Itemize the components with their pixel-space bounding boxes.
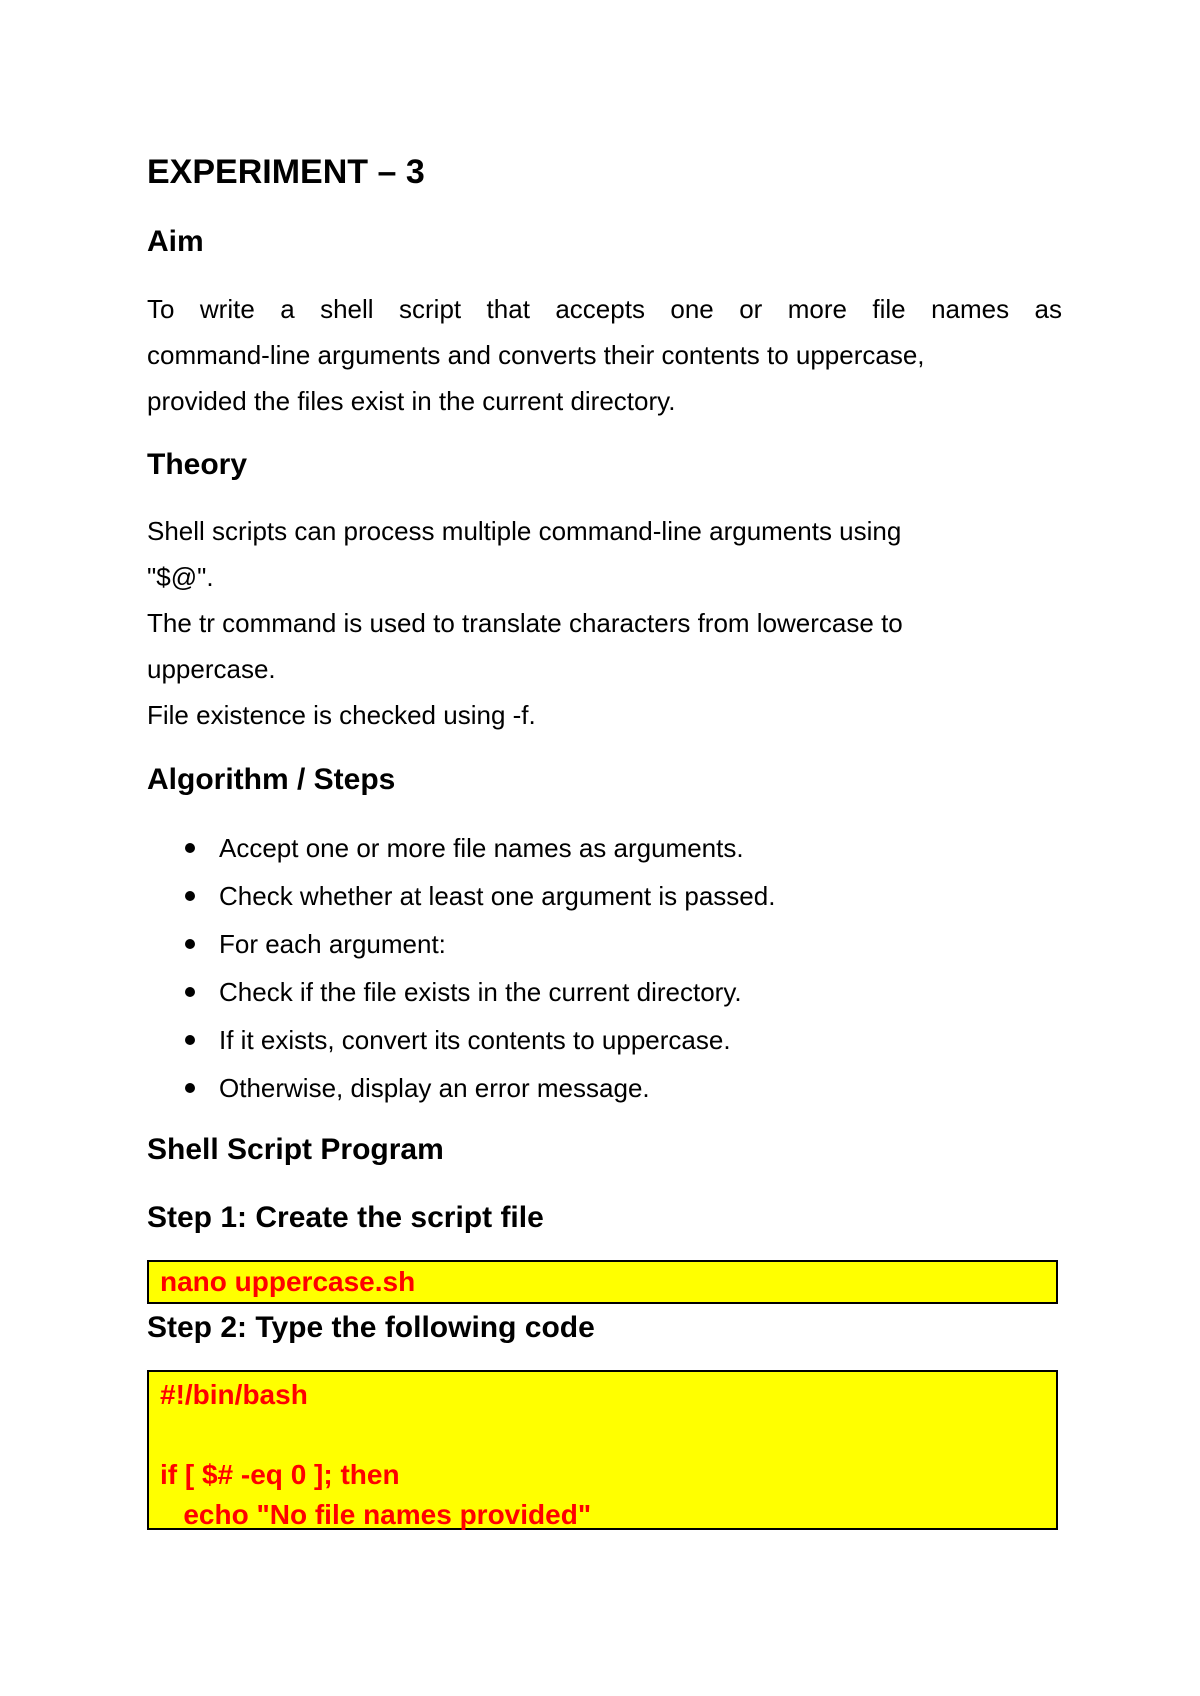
list-item-text: Check if the file exists in the current directory. bbox=[219, 977, 742, 1007]
aim-line: To write a shell script that accepts one or more file names as bbox=[147, 294, 1062, 324]
code-line: nano uppercase.sh bbox=[160, 1266, 416, 1297]
list-item-text: If it exists, convert its contents to uppercase. bbox=[219, 1025, 731, 1055]
aim-paragraph bbox=[147, 286, 1062, 424]
code-line: #!/bin/bash bbox=[160, 1379, 308, 1410]
aim-line: provided the files exist in the current directory. bbox=[147, 386, 676, 416]
aim-line: command-line arguments and converts their contents to uppercase, bbox=[147, 340, 925, 370]
bullet-icon bbox=[185, 843, 195, 853]
list-item-text: Accept one or more file names as arguments. bbox=[219, 833, 744, 863]
document-title: EXPERIMENT – 3 bbox=[147, 153, 425, 191]
code-line: if [ $# -eq 0 ]; then bbox=[160, 1459, 400, 1490]
list-item-text: For each argument: bbox=[219, 929, 446, 959]
theory-paragraph bbox=[147, 508, 1062, 738]
program-heading: Shell Script Program bbox=[147, 1133, 444, 1166]
bullet-icon bbox=[185, 1083, 195, 1093]
theory-line: The tr command is used to translate characters from lowercase to bbox=[147, 608, 903, 638]
theory-heading: Theory bbox=[147, 448, 248, 481]
aim-heading: Aim bbox=[147, 225, 204, 258]
algorithm-list bbox=[147, 824, 1062, 1112]
code-line: echo "No file names provided" bbox=[160, 1499, 592, 1530]
bullet-icon bbox=[185, 891, 195, 901]
list-item bbox=[147, 872, 1062, 920]
list-item bbox=[147, 1064, 1062, 1112]
step1-heading: Step 1: Create the script file bbox=[147, 1201, 544, 1234]
algorithm-heading: Algorithm / Steps bbox=[147, 763, 396, 796]
step2-code-block bbox=[147, 1370, 1058, 1530]
theory-line: "$@". bbox=[147, 562, 214, 592]
list-item-text: Otherwise, display an error message. bbox=[219, 1073, 650, 1103]
theory-line: uppercase. bbox=[147, 654, 276, 684]
list-item bbox=[147, 824, 1062, 872]
step1-code-block bbox=[147, 1260, 1058, 1304]
theory-line: File existence is checked using -f. bbox=[147, 700, 536, 730]
theory-line: Shell scripts can process multiple command-line arguments using bbox=[147, 516, 902, 546]
bullet-icon bbox=[185, 939, 195, 949]
list-item bbox=[147, 1016, 1062, 1064]
list-item bbox=[147, 968, 1062, 1016]
code-line bbox=[149, 1415, 1056, 1455]
list-item bbox=[147, 920, 1062, 968]
list-item-text: Check whether at least one argument is passed. bbox=[219, 881, 776, 911]
bullet-icon bbox=[185, 1035, 195, 1045]
step2-heading: Step 2: Type the following code bbox=[147, 1311, 595, 1344]
bullet-icon bbox=[185, 987, 195, 997]
